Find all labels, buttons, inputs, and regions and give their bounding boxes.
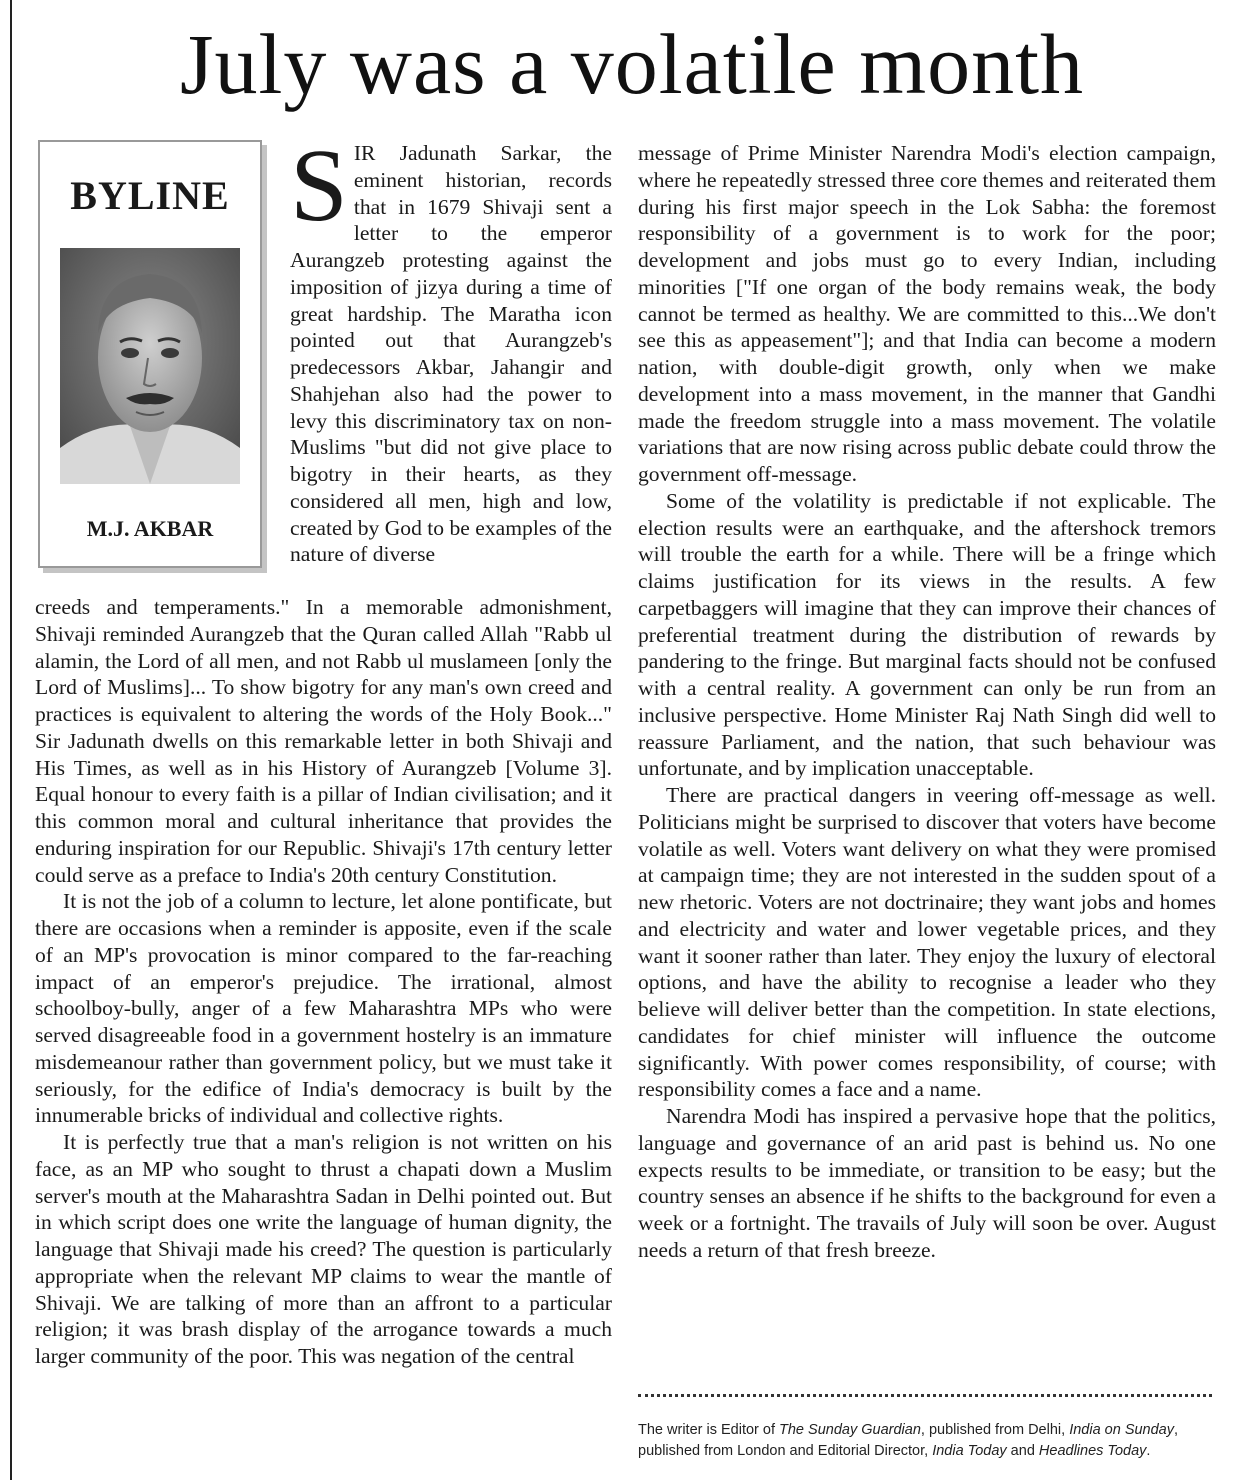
note-pub-2: India on Sunday — [1069, 1422, 1174, 1438]
byline-box — [38, 140, 262, 568]
drop-cap: S — [290, 128, 348, 243]
note-text-5: . — [1146, 1442, 1151, 1459]
article-column-1-top — [290, 128, 612, 568]
paragraph-3: It is perfectly true that a man's religion is not written on his face, as an MP who sought to thrust a chapati down a Muslim server's mouth at the Maharashtra Sadan in Delhi pointed out. But in which script does one write the language of human dignity, the language that Shivaji made his creed? The question is particularly appropriate when the relevant MP claims to wear the mantle of Shivaji. We are talking of more than an affront to a particular religion; it was brash display of the arrogance towards a much larger community of the poor. This was negation of the central — [35, 1130, 612, 1368]
note-text-2: , published from Delhi, — [920, 1422, 1070, 1438]
page-border — [10, 0, 12, 1480]
author-note — [638, 1420, 1212, 1461]
note-pub-4: Headlines Today — [1038, 1442, 1147, 1459]
headline: July was a volatile month — [180, 16, 1084, 112]
byline-author: M.J. AKBAR — [86, 516, 214, 541]
note-text-1: The writer is Editor of — [638, 1422, 780, 1438]
author-portrait-image — [60, 248, 240, 484]
note-pub-1: The Sunday Guardian — [779, 1422, 921, 1438]
note-text-3: , published from London and Editorial Director, — [638, 1422, 1179, 1459]
paragraph-1-top: IR Jadunath Sarkar, the eminent historian, records that in 1679 Shivaji sent a letter to the emperor Aurangzeb protesting against the imposition of jizya during a time of great hardship. The Maratha icon pointed out that Aurangzeb's predecessors Akbar, Jahangir and Shahjehan also had the power to levy this discriminatory tax on non-Muslims "but did not give place to bigotry in their hearts, as they considered all men, high and low, created by God to be examples of the nature of diverse — [290, 141, 612, 567]
paragraph-1-bottom: creeds and temperaments." In a memorable admonishment, Shivaji reminded Aurangzeb that the Quran called Allah "Rabb ul alamin, the Lord of all men, and not Rabb ul muslameen [only the Lord of Muslims]... To show bigotry for any man's own creed and practices is equivalent to altering the words of the Holy Book..." Sir Jadunath dwells on this remarkable letter in both Shivaji and His Times, as well as in his History of Aurangzeb [Volume 3]. Equal honour to every faith is a pillar of Indian civilisation; and it this common moral and cultural inheritance that provides the enduring inspiration for our Republic. Shivaji's 17th century letter could serve as a preface to India's 20th century Constitution. — [35, 595, 612, 887]
article-column-1-bottom — [35, 594, 612, 1370]
paragraph-2: It is not the job of a column to lecture, let alone pontificate, but there are occasions when a reminder is apposite, even if the scale of an MP's provocation is minor compared to the far-reaching impact of an emperor's prejudice. The irrational, almost schoolboy-bully, anger of a few Maharashtra MPs who were served disagreeable food in a government hostelry is an immature misdemeanour rather than government policy, but we must take it seriously, for the edifice of India's democracy is built by the innumerable bricks of individual and collective rights. — [35, 889, 612, 1128]
paragraph-5: There are practical dangers in veering off-message as well. Politicians might be surprised to discover that voters have become volatile as well. Voters want delivery on what they were promised at campaign time; they are not interested in the sudden spout of a new rhetoric. Voters are not doctrinaire; they want jobs and homes and electricity and water and lower vegetable prices, and they want it sooner rather than later. They enjoy the luxury of electoral options, and have the ability to recognise a leader who they believe will deliver better than the competition. In state elections, candidates for chief minister will influence the outcome significantly. With power comes responsibility, of course; with responsibility comes a face and a name. — [638, 783, 1216, 1102]
paragraph-4: Some of the volatility is predictable if not explicable. The election results were an earthquake, and the aftershock tremors will trouble the earth for a while. There will be a fringe which claims justification for its views in the results. A few carpetbaggers will imagine that they can improve their chances of preferential treatment during the distribution of rewards by pandering to the fringe. But marginal facts should not be confused with a central reality. A government can only be run from an inclusive perspective. Home Minister Raj Nath Singh did well to reassure Parliament, and the nation, that such behaviour was unfortunate, and by implication unacceptable. — [638, 488, 1216, 781]
author-photo — [60, 248, 240, 484]
dotted-divider — [638, 1394, 1212, 1397]
paragraph-3-continued: message of Prime Minister Narendra Modi's election campaign, where he repeatedly stressed three core themes and reiterated them during his first major speech in the Lok Sabha: the foremost responsibility of a government is to work for the poor; development and jobs must go to every Indian, including minorities ["If one organ of the body remains weak, the body cannot be termed as healthy. We are committed to this...We don't see this as appeasement"]; and that India can become a modern nation, with double-digit growth, only when we make development into a mass movement, in the manner that Gandhi made the freedom struggle into a mass movement. The volatile variations that are now rising across public debate could throw the government off-message. — [638, 141, 1216, 486]
byline-title: BYLINE — [70, 173, 230, 218]
note-pub-3: India Today — [932, 1442, 1007, 1459]
paragraph-6: Narendra Modi has inspired a pervasive hope that the politics, language and governance of an arid past is behind us. No one expects results to be immediate, or transition to be easy; but the country senses an absence if he shifts to the background for even a week or a fortnight. The travails of July will soon be over. August needs a return of that fresh breeze. — [638, 1104, 1216, 1262]
article-column-2 — [638, 140, 1216, 1264]
note-text-4: and — [1006, 1442, 1039, 1459]
